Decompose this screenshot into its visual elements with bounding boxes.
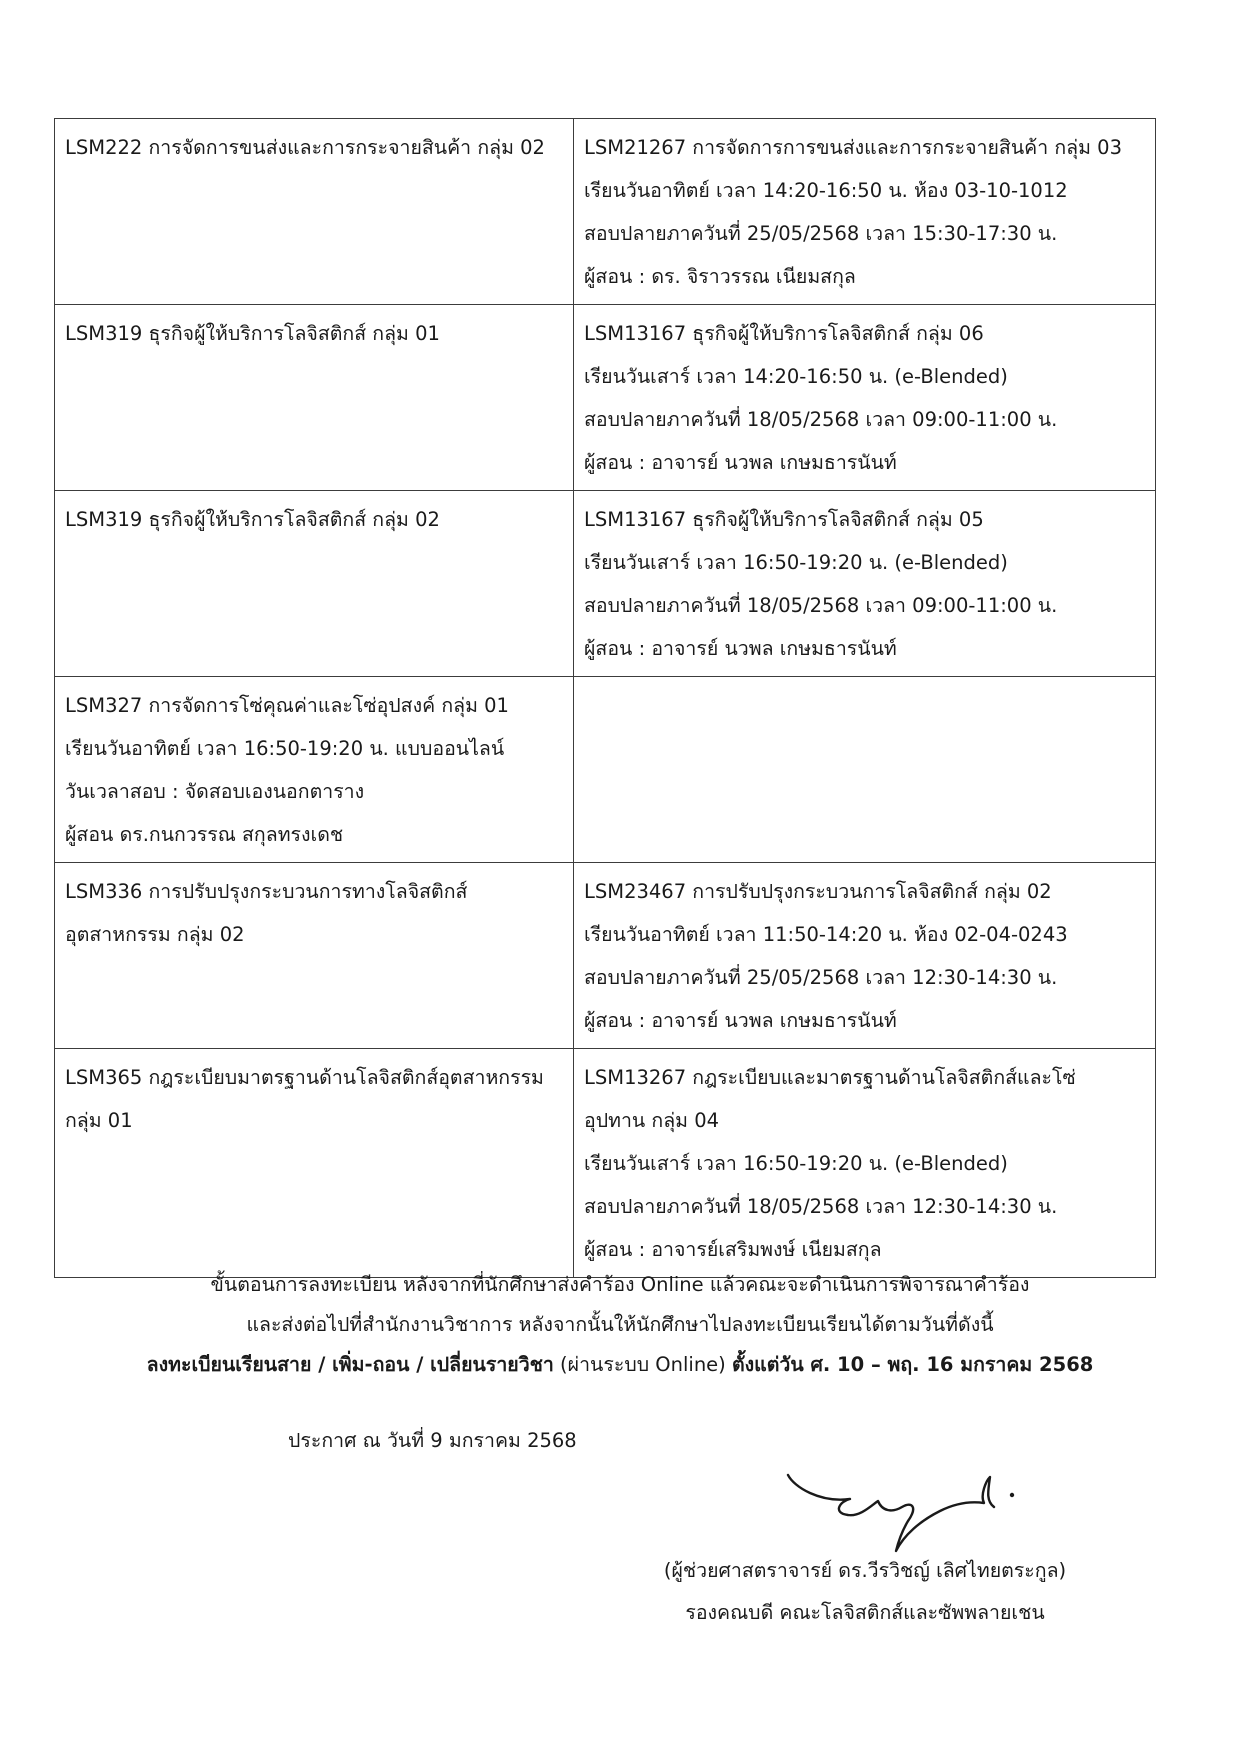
course-transfer-table	[54, 118, 1156, 1278]
old-course-cell	[55, 677, 574, 863]
new-course-line: ผู้สอน : อาจารย์เสริมพงษ์ เนียมสกุล	[584, 1238, 882, 1261]
signer-name: (ผู้ช่วยศาสตราจารย์ ดร.วีรวิชญ์ เลิศไทยตระกูล)	[663, 1559, 1067, 1582]
signer-position: รองคณบดี คณะโลจิสติกส์และซัพพลายเชน	[685, 1601, 1045, 1624]
new-course-line: LSM23467 การปรับปรุงกระบวนการโลจิสติกส์ กลุ่ม 02	[584, 880, 1052, 903]
new-course-line: LSM21267 การจัดการการขนส่งและการกระจายสินค้า กลุ่ม 03	[584, 136, 1122, 159]
old-course-cell	[55, 119, 574, 305]
new-course-line: ผู้สอน : ดร. จิราวรรณ เนียมสกุล	[584, 265, 856, 288]
new-course-line: เรียนวันเสาร์ เวลา 16:50-19:20 น. (e-Blended)	[584, 551, 1008, 574]
new-course-cell	[574, 863, 1156, 1049]
old-course-line: LSM319 ธุรกิจผู้ให้บริการโลจิสติกส์ กลุ่ม 01	[65, 322, 440, 345]
table-row	[55, 119, 1156, 305]
new-course-line: สอบปลายภาควันที่ 25/05/2568 เวลา 12:30-14:30 น.	[584, 966, 1058, 989]
old-course-line: กลุ่ม 01	[65, 1109, 133, 1132]
notes-line-3-bold-b: ตั้งแต่วัน ศ. 10 – พฤ. 16 มกราคม 2568	[731, 1353, 1094, 1376]
new-course-line: ผู้สอน : อาจารย์ นวพล เกษมธารนันท์	[584, 451, 897, 474]
notes-line-3-plain: (ผ่านระบบ Online)	[553, 1353, 732, 1376]
old-course-line: ผู้สอน ดร.กนกวรรณ สกุลทรงเดช	[65, 823, 344, 846]
table-body	[55, 119, 1156, 1278]
new-course-line: LSM13167 ธุรกิจผู้ให้บริการโลจิสติกส์ กลุ่ม 06	[584, 322, 984, 345]
old-course-cell	[55, 491, 574, 677]
registration-notes	[0, 1265, 1240, 1385]
old-course-line: LSM222 การจัดการขนส่งและการกระจายสินค้า กลุ่ม 02	[65, 136, 545, 159]
old-course-line: LSM327 การจัดการโซ่คุณค่าและโซ่อุปสงค์ กลุ่ม 01	[65, 694, 509, 717]
table-row	[55, 1049, 1156, 1278]
old-course-line: วันเวลาสอบ : จัดสอบเองนอกตาราง	[65, 780, 365, 803]
new-course-cell	[574, 677, 1156, 863]
table-row	[55, 305, 1156, 491]
new-course-line: สอบปลายภาควันที่ 18/05/2568 เวลา 09:00-11:00 น.	[584, 594, 1058, 617]
new-course-line: สอบปลายภาควันที่ 18/05/2568 เวลา 12:30-14:30 น.	[584, 1195, 1058, 1218]
old-course-cell	[55, 305, 574, 491]
notes-line-1: ขั้นตอนการลงทะเบียน หลังจากที่นักศึกษาส่งคำร้อง Online แล้วคณะจะดำเนินการพิจารณาคำร้อง	[210, 1273, 1030, 1296]
notes-line-2: และส่งต่อไปที่สำนักงานวิชาการ หลังจากนั้นให้นักศึกษาไปลงทะเบียนเรียนได้ตามวันที่ดังนี้	[246, 1313, 994, 1336]
new-course-cell	[574, 1049, 1156, 1278]
old-course-line: LSM319 ธุรกิจผู้ให้บริการโลจิสติกส์ กลุ่ม 02	[65, 508, 440, 531]
table-row	[55, 491, 1156, 677]
new-course-cell	[574, 305, 1156, 491]
new-course-line: LSM13267 กฎระเบียบและมาตรฐานด้านโลจิสติกส์และโซ่	[584, 1066, 1076, 1089]
table-row	[55, 863, 1156, 1049]
new-course-line: เรียนวันเสาร์ เวลา 14:20-16:50 น. (e-Blended)	[584, 365, 1008, 388]
new-course-line: เรียนวันอาทิตย์ เวลา 11:50-14:20 น. ห้อง 02-04-0243	[584, 923, 1068, 946]
table-row	[55, 677, 1156, 863]
new-course-cell	[574, 491, 1156, 677]
new-course-line: สอบปลายภาควันที่ 18/05/2568 เวลา 09:00-11:00 น.	[584, 408, 1058, 431]
new-course-line: ผู้สอน : อาจารย์ นวพล เกษมธารนันท์	[584, 637, 897, 660]
new-course-line: เรียนวันเสาร์ เวลา 16:50-19:20 น. (e-Blended)	[584, 1152, 1008, 1175]
new-course-line: เรียนวันอาทิตย์ เวลา 14:20-16:50 น. ห้อง 03-10-1012	[584, 179, 1068, 202]
old-course-line: LSM336 การปรับปรุงกระบวนการทางโลจิสติกส์	[65, 880, 468, 903]
signature-image	[780, 1455, 1090, 1555]
new-course-cell	[574, 119, 1156, 305]
new-course-line: LSM13167 ธุรกิจผู้ให้บริการโลจิสติกส์ กลุ่ม 05	[584, 508, 984, 531]
new-course-line: อุปทาน กลุ่ม 04	[584, 1109, 720, 1132]
notes-line-3	[0, 1345, 1240, 1385]
old-course-cell	[55, 863, 574, 1049]
old-course-line: อุตสาหกรรม กลุ่ม 02	[65, 923, 245, 946]
old-course-line: LSM365 กฎระเบียบมาตรฐานด้านโลจิสติกส์อุตสาหกรรม	[65, 1066, 544, 1089]
new-course-line: ผู้สอน : อาจารย์ นวพล เกษมธารนันท์	[584, 1009, 897, 1032]
signer-block	[640, 1550, 1090, 1634]
new-course-line: สอบปลายภาควันที่ 25/05/2568 เวลา 15:30-17:30 น.	[584, 222, 1058, 245]
old-course-cell	[55, 1049, 574, 1278]
old-course-line: เรียนวันอาทิตย์ เวลา 16:50-19:20 น. แบบออนไลน์	[65, 737, 505, 760]
announcement-date: ประกาศ ณ วันที่ 9 มกราคม 2568	[288, 1429, 577, 1452]
notes-line-3-bold-a: ลงทะเบียนเรียนสาย / เพิ่ม-ถอน / เปลี่ยนรายวิชา	[146, 1353, 554, 1376]
